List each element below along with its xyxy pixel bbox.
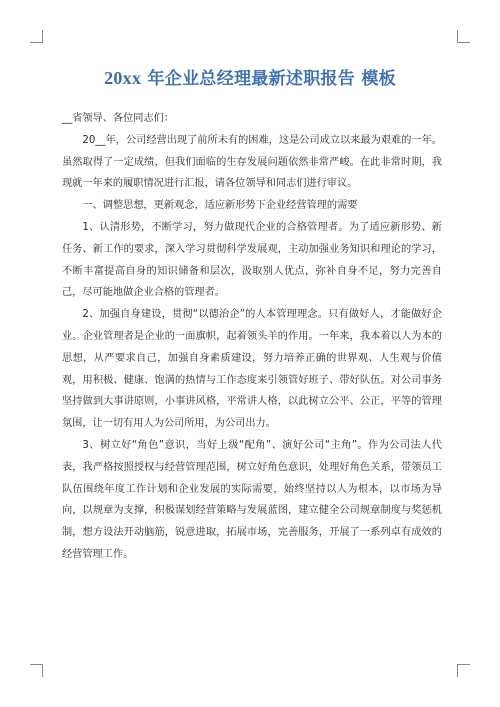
crop-mark-top-right xyxy=(457,30,470,43)
document-title xyxy=(0,64,500,89)
crop-mark-bottom-right xyxy=(457,664,470,677)
section-heading-1: 一、调整思想，更新观念，适应新形势下企业经营管理的需要 xyxy=(82,200,358,212)
title-year: 20xx xyxy=(104,68,142,88)
crop-mark-bottom-left xyxy=(30,664,43,677)
paragraph-intro: 20__年，公司经营出现了前所未有的困难，这是公司成立以来最为艰难的一年。虽然取得了一定成绩，但我们面临的生存发展问题依然非常严峻。在此非常时期，我现就一年来的履职情况进行汇报，请各位领导和同志们进行审议。 xyxy=(62,134,442,190)
crop-mark-top-left xyxy=(30,30,43,43)
paragraph-item-3: 3、树立好“角色”意识，当好上级“配角”、演好公司“主角”。作为公司法人代表，我严格按照授权与经营管理范围，树立好角色意识，处理好角色关系，带领员工队伍围绕年度工作计划和企业发展的实际需要，始终坚持以人为根本，以市场为导向，以规章为支撑，积极谋划经营策略与发展蓝图，建立健全公司规章制度与奖惩机制，想方设法开动脑筋，锐意进取，拓展市场，完善服务，开展了一系列卓有成效的经营管理工作。 xyxy=(62,439,442,560)
document-body xyxy=(62,108,442,566)
salutation: __省领导、各位同志们： xyxy=(62,113,175,124)
title-text: 年企业总经理最新述职报告 模板 xyxy=(141,69,396,89)
paragraph-item-1: 1、认清形势，不断学习，努力做现代企业的合格管理者。为了适应新形势、新任务、新工作的要求，深入学习贯彻科学发展观，主动加强业务知识和理论的学习，不断丰富提高自身的知识储备和层次，汲取别人优点，弥补自身不足，努力完善自己，尽可能地做企业合格的管理者。 xyxy=(62,221,442,299)
paragraph-item-2: 2、加强自身建设，贯彻“以德治企”的人本管理理念。只有做好人，才能做好企业。企业管理者是企业的一面旗帜，起着领头羊的作用。一年来，我本着以人为本的思想，从严要求自己，加强自身素质建设，努力培养正确的世界观、人生观与价值观，用积极、健康、饱满的热情与工作态度来引领管好班子、带好队伍。对公司事务坚持做到大事讲原则，小事讲风格，平常讲人格，以此树立公平、公正，平等的管理氛围，让一切有用人为公司所用，为公司出力。 xyxy=(62,309,442,430)
